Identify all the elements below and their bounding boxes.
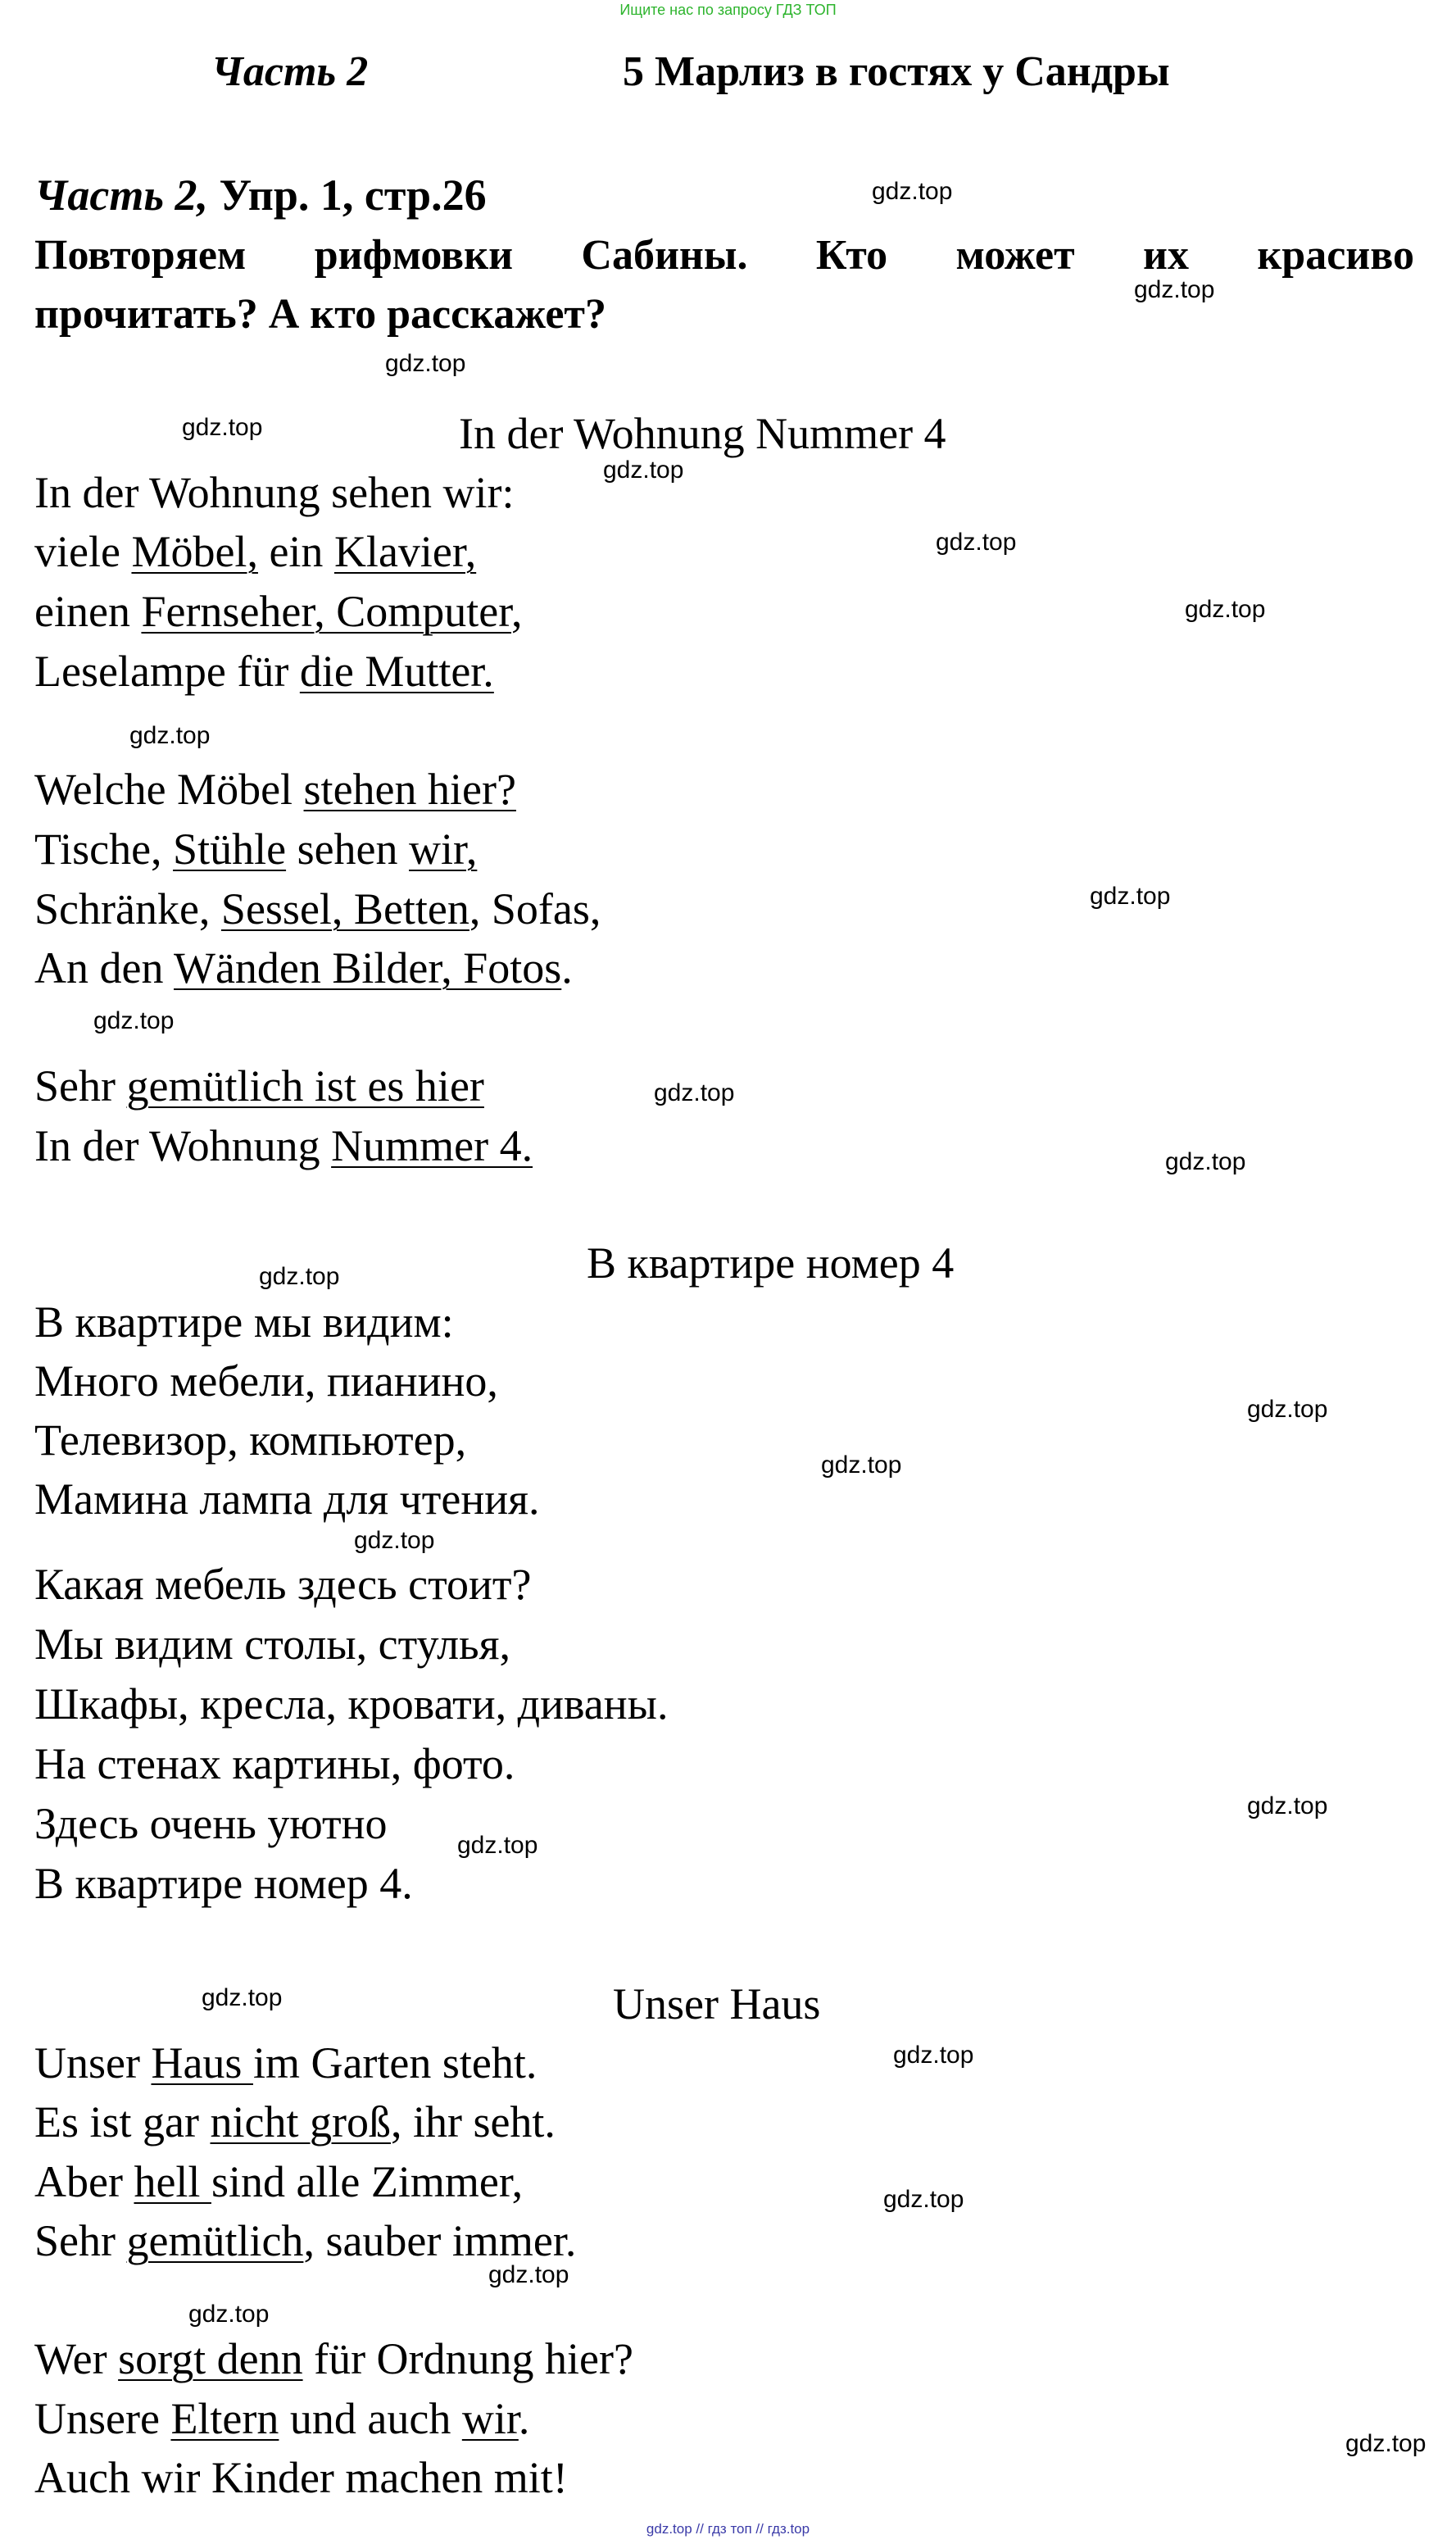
text-segment: im Garten steht. xyxy=(252,2038,537,2087)
part-title: Часть 2 xyxy=(211,48,369,95)
underlined-text: Möbel, xyxy=(131,527,258,576)
watermark: gdz.top xyxy=(488,2261,569,2288)
text-segment: . xyxy=(561,943,573,993)
top-search-note: Ищите нас по запросу ГДЗ ТОП xyxy=(619,2,837,18)
task-word: их xyxy=(1143,232,1189,279)
text-segment: Sehr xyxy=(34,1061,127,1111)
underlined-text: Fernseher, Computer xyxy=(141,587,512,636)
underlined-text: Haus xyxy=(151,2038,253,2087)
poem3-line xyxy=(34,2332,633,2386)
task-word: может xyxy=(955,232,1075,279)
poem1-line xyxy=(34,762,516,816)
text-segment: , sauber immer. xyxy=(303,2216,577,2265)
watermark: gdz.top xyxy=(354,1527,435,1554)
text-segment: Schränke, xyxy=(34,884,221,934)
underlined-text: Stühle xyxy=(173,825,287,874)
text-segment: В квартире мы видим: xyxy=(34,1297,454,1347)
poem1-line xyxy=(34,525,476,579)
underlined-text: Eltern xyxy=(170,2394,279,2443)
watermark: gdz.top xyxy=(654,1079,735,1106)
poem1-line xyxy=(34,644,494,698)
text-segment: Шкафы, кресла, кровати, диваны. xyxy=(34,1679,669,1729)
underlined-text: stehen hier? xyxy=(303,765,516,814)
underlined-text: wir, xyxy=(409,825,478,874)
text-segment: Leselampe für xyxy=(34,647,300,696)
watermark: gdz.top xyxy=(93,1007,175,1034)
text-segment: sind alle Zimmer, xyxy=(211,2157,524,2206)
exercise-ref: Упр. 1, стр.26 xyxy=(208,170,487,220)
text-segment: In der Wohnung sehen wir: xyxy=(34,468,515,517)
watermark: gdz.top xyxy=(188,2301,270,2328)
underlined-text: Sessel, Betten xyxy=(220,884,469,934)
text-segment: , Sofas, xyxy=(469,884,601,934)
underlined-text: Wänden Bilder, Fotos xyxy=(174,943,562,993)
text-segment: , xyxy=(511,587,523,636)
task-word: Кто xyxy=(815,232,888,279)
watermark: gdz.top xyxy=(1345,2430,1427,2457)
watermark: gdz.top xyxy=(872,178,953,205)
poem2-line xyxy=(34,1354,498,1408)
poem2-line xyxy=(34,1856,413,1910)
watermark: gdz.top xyxy=(129,722,211,749)
poem2-line xyxy=(34,1295,454,1349)
underlined-text: Nummer 4. xyxy=(331,1121,533,1170)
poem1-line xyxy=(34,882,601,936)
poem3-title: Unser Haus xyxy=(613,1979,821,2028)
text-segment: На стенах картины, фото. xyxy=(34,1739,515,1788)
poem1-line xyxy=(34,1059,484,1113)
poem3-line xyxy=(34,2036,537,2090)
poem3-line xyxy=(34,2451,568,2505)
exercise-heading xyxy=(34,168,487,222)
poem2-line xyxy=(34,1472,540,1526)
watermark: gdz.top xyxy=(821,1451,902,1479)
text-segment: , ihr seht. xyxy=(390,2097,556,2146)
text-segment: Sehr xyxy=(34,2216,127,2265)
underlined-text: wir xyxy=(461,2394,519,2443)
text-segment: einen xyxy=(34,587,142,636)
text-segment: Мамина лампа для чтения. xyxy=(34,1474,540,1524)
text-segment: Auch wir Kinder machen mit! xyxy=(34,2453,568,2502)
underlined-text: Klavier, xyxy=(333,527,477,576)
footer-note: gdz.top // гдз топ // гдз.top xyxy=(646,2521,810,2537)
text-segment: Unsere xyxy=(34,2394,171,2443)
poem2-line xyxy=(34,1617,510,1671)
watermark: gdz.top xyxy=(1090,883,1171,910)
poem1-title: In der Wohnung Nummer 4 xyxy=(459,409,946,458)
poem1-line xyxy=(34,466,515,520)
text-segment: und auch xyxy=(279,2394,462,2443)
poem3-line xyxy=(34,2392,529,2446)
text-segment: Aber xyxy=(34,2157,134,2206)
watermark: gdz.top xyxy=(457,1832,538,1859)
watermark: gdz.top xyxy=(259,1263,340,1290)
watermark: gdz.top xyxy=(385,350,466,377)
poem2-line xyxy=(34,1737,515,1791)
underlined-text: hell xyxy=(134,2157,211,2206)
poem1-line xyxy=(34,584,523,638)
text-segment: Unser xyxy=(34,2038,152,2087)
task-word: Сабины. xyxy=(581,232,748,279)
poem1-line xyxy=(34,1119,533,1173)
text-segment: sehen xyxy=(286,825,410,874)
task-word: красиво xyxy=(1257,232,1414,279)
poem3-line xyxy=(34,2095,556,2149)
task-word: рифмовки xyxy=(314,232,514,279)
text-segment: Какая мебель здесь стоит? xyxy=(34,1560,532,1609)
underlined-text: nicht groß xyxy=(210,2097,391,2146)
watermark: gdz.top xyxy=(182,414,263,441)
text-segment: Welche Möbel xyxy=(34,765,304,814)
watermark: gdz.top xyxy=(202,1984,283,2011)
watermark: gdz.top xyxy=(1185,596,1266,623)
chapter-title: 5 Марлиз в гостях у Сандры xyxy=(623,48,1170,95)
text-segment: Es ist gar xyxy=(34,2097,211,2146)
text-segment: Tische, xyxy=(34,825,174,874)
watermark: gdz.top xyxy=(1247,1792,1328,1819)
poem2-title: В квартире номер 4 xyxy=(587,1238,955,1288)
text-segment: Телевизор, компьютер, xyxy=(34,1415,467,1465)
watermark: gdz.top xyxy=(603,457,684,484)
text-segment: Много мебели, пианино, xyxy=(34,1356,498,1406)
poem2-line xyxy=(34,1797,387,1851)
underlined-text: gemütlich xyxy=(126,2216,304,2265)
text-segment: Wer xyxy=(34,2334,119,2383)
exercise-part: Часть 2, xyxy=(34,170,209,220)
watermark: gdz.top xyxy=(936,529,1017,556)
watermark: gdz.top xyxy=(1247,1396,1328,1423)
text-segment: In der Wohnung xyxy=(34,1121,332,1170)
watermark: gdz.top xyxy=(893,2042,974,2069)
watermark: gdz.top xyxy=(883,2186,964,2213)
text-segment: . xyxy=(518,2394,530,2443)
poem2-line xyxy=(34,1413,466,1467)
text-segment: В квартире номер 4. xyxy=(34,1859,413,1908)
text-segment: viele xyxy=(34,527,132,576)
underlined-text: die Mutter. xyxy=(299,647,494,696)
underlined-text: gemütlich ist es hier xyxy=(126,1061,484,1111)
poem1-line xyxy=(34,822,477,876)
text-segment: An den xyxy=(34,943,174,993)
watermark: gdz.top xyxy=(1134,276,1215,303)
poem2-line xyxy=(34,1677,668,1731)
poem1-line xyxy=(34,941,573,995)
poem2-line xyxy=(34,1557,532,1611)
task-word: Повторяем xyxy=(34,232,247,279)
watermark: gdz.top xyxy=(1165,1148,1246,1175)
text-segment: Мы видим столы, стулья, xyxy=(34,1620,511,1669)
text-segment: Здесь очень уютно xyxy=(34,1799,388,1848)
underlined-text: sorgt denn xyxy=(118,2334,303,2383)
text-segment: für Ordnung hier? xyxy=(302,2334,633,2383)
poem3-line xyxy=(34,2155,523,2209)
text-segment: ein xyxy=(257,527,334,576)
task-line-2: прочитать? А кто расскажет? xyxy=(34,291,606,338)
